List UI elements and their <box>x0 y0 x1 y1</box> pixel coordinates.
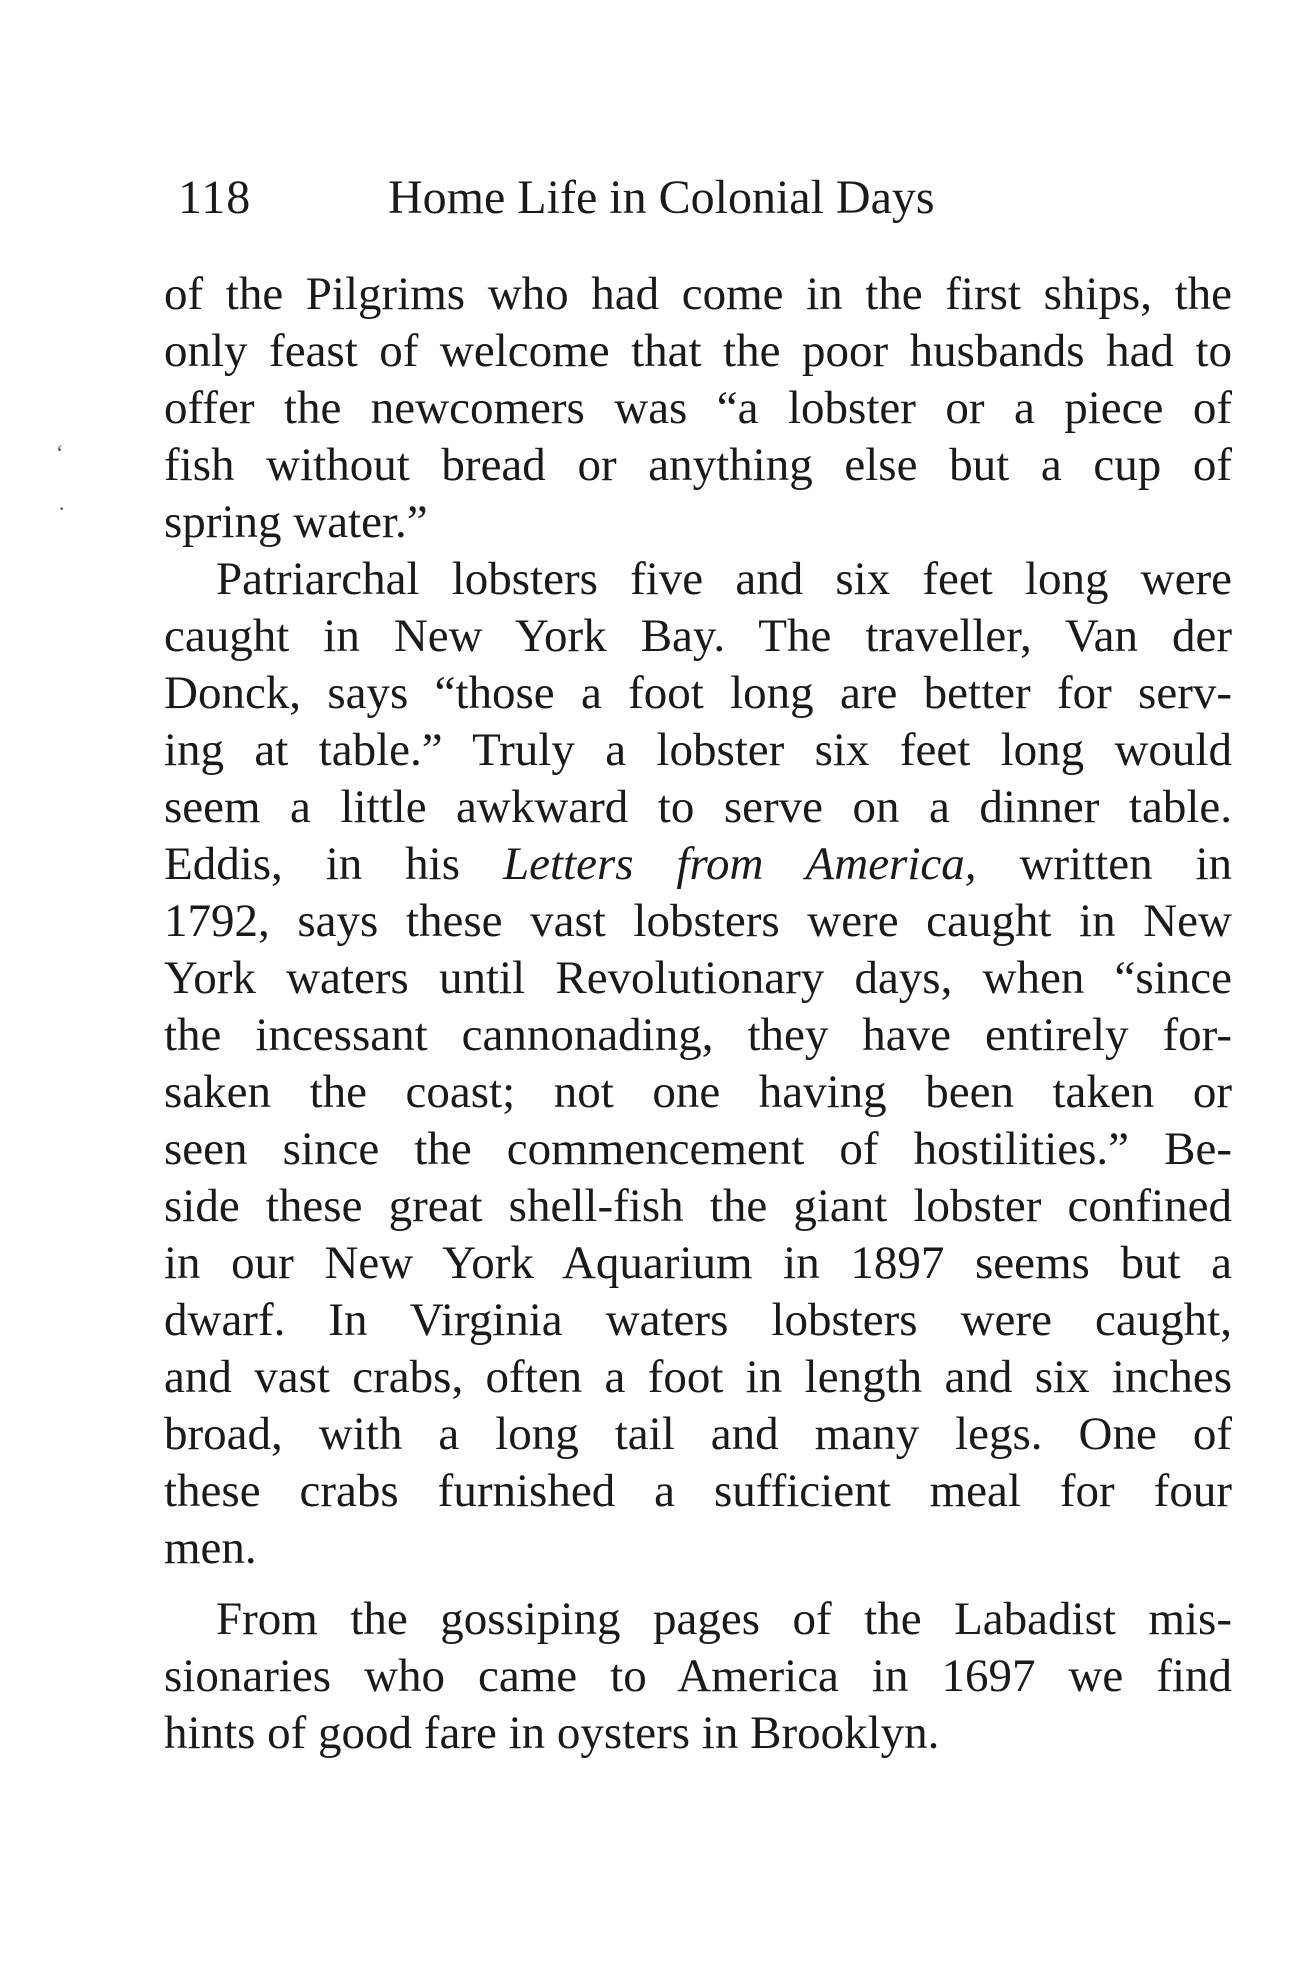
paragraph-3 <box>164 1591 1232 1762</box>
paragraph-2 <box>164 551 1232 1577</box>
text-line: fish without bread or anything else but a cup of <box>164 439 1232 491</box>
running-header <box>178 168 1078 228</box>
text-fragment: written in <box>1019 838 1232 890</box>
text-line: offer the newcomers was “a lobster or a piece of <box>164 382 1232 434</box>
text-line: Patriarchal lobsters five and six feet long were <box>216 553 1232 605</box>
text-line: 1792, says these vast lobsters were caught in New <box>164 895 1232 947</box>
body-text <box>164 266 1232 1762</box>
text-line: ing at table.” Truly a lobster six feet long would <box>164 724 1232 776</box>
text-line: in our New York Aquarium in 1897 seems but a <box>164 1237 1232 1289</box>
text-line <box>164 836 1232 893</box>
text-line: dwarf. In Virginia waters lobsters were caught, <box>164 1294 1232 1346</box>
margin-mark: ʻ <box>56 440 64 465</box>
text-line: sionaries who came to America in 1697 we find <box>164 1650 1232 1702</box>
paragraph-1 <box>164 266 1232 551</box>
text-line: saken the coast; not one having been taken or <box>164 1066 1232 1118</box>
text-line: hints of good fare in oysters in Brooklyn. <box>164 1707 940 1759</box>
text-line: York waters until Revolutionary days, when “since <box>164 952 1232 1004</box>
book-title: Letters from America, <box>502 838 977 890</box>
text-line: of the Pilgrims who had come in the first ships, the <box>164 268 1232 320</box>
text-line: these crabs furnished a sufficient meal for four <box>164 1465 1232 1517</box>
text-line: seem a little awkward to serve on a dinner table. <box>164 781 1232 833</box>
page-number: 118 <box>178 171 252 224</box>
margin-mark: · <box>58 496 66 521</box>
text-line: From the gossiping pages of the Labadist mis- <box>216 1593 1232 1645</box>
text-line: only feast of welcome that the poor husbands had to <box>164 325 1232 377</box>
text-fragment: Eddis, in his <box>164 838 461 890</box>
text-line: side these great shell-fish the giant lobster confined <box>164 1180 1232 1232</box>
text-line: seen since the commencement of hostilities.” Be- <box>164 1123 1232 1175</box>
text-line: men. <box>164 1522 257 1574</box>
text-line: broad, with a long tail and many legs. One of <box>164 1408 1232 1460</box>
text-line: caught in New York Bay. The traveller, Van der <box>164 610 1232 662</box>
text-line: spring water.” <box>164 496 428 548</box>
running-title: Home Life in Colonial Days <box>388 171 935 224</box>
text-line: and vast crabs, often a foot in length and six inches <box>164 1351 1232 1403</box>
text-line: the incessant cannonading, they have entirely for- <box>164 1009 1232 1061</box>
text-line: Donck, says “those a foot long are better for serv- <box>164 667 1232 719</box>
